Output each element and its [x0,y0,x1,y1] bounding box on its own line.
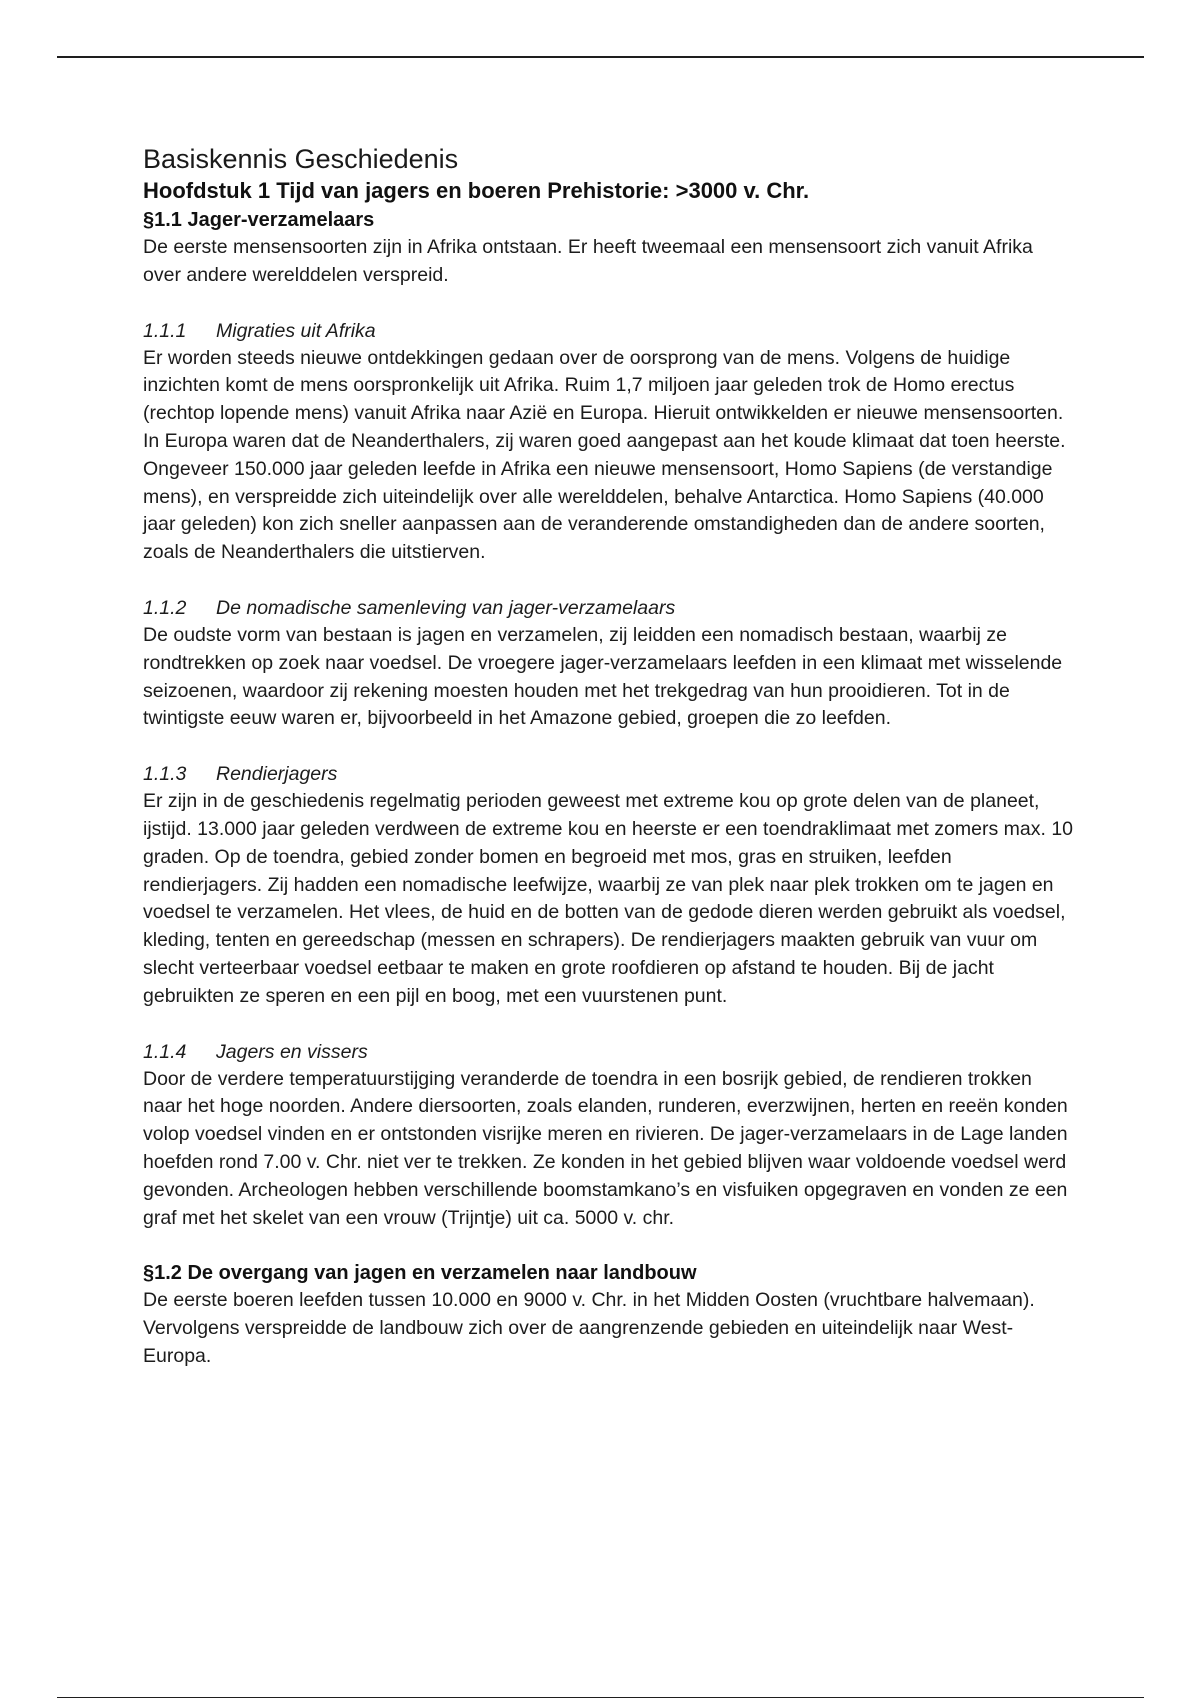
paragraph: De oudste vorm van bestaan is jagen en verzamelen, zij leidden een nomadisch bestaan, waarbij ze rondtrekken op zoek naar voedsel. De vroegere jager-verzamelaars leefden in een klimaat met wisselende seizoenen, waardoor zij rekening moesten houden met het trekgedrag van hun prooidieren. Tot in de twintigste eeuw waren er, bijvoorbeeld in het Amazone gebied, groepen die zo leefden. [143,623,1063,730]
subsection-title: Jagers en vissers [216,1040,368,1063]
subsection-1-1-2 [143,594,1073,733]
subsection-1-1-4 [143,1038,1073,1233]
subsection-number: 1.1.3 [143,763,187,786]
document-body [143,142,1073,1371]
subsection-number: 1.1.1 [143,319,187,342]
paragraph: Er zijn in de geschiedenis regelmatig perioden geweest met extreme kou op grote delen van de planeet, ijstijd. 13.000 jaar geleden verdween de extreme kou en heerste er een toendraklimaat met zomers max. 10 graden. Op de toendra, gebied zonder bomen en begroeid met mos, gras en struiken, leefden rendierjagers. Zij hadden een nomadische leefwijze, waarbij ze van plek naar plek trokken om te jagen en voedsel te verzamelen. Het vlees, de huid en de botten van de gedode dieren werden gebruikt als voedsel, kleding, tenten en gereedschap (messen en schrapers). De rendierjagers maakten gebruik van vuur om slecht verteerbaar voedsel eetbaar te maken en grote roofdieren op afstand te houden. Bij de jacht gebruikten ze speren en een pijl en boog, met een vuurstenen punt. [143,790,1074,1007]
section-intro: De eerste boeren leefden tussen 10.000 en 9000 v. Chr. in het Midden Oosten (vruchtbare halvemaan). Vervolgens verspreidde de landbouw zich over de aangrenzende gebieden en uiteindelijk naar West-Europa. [143,1289,1035,1367]
section-heading: §1.1 Jager-verzamelaars [143,209,375,231]
subsection-title: Rendierjagers [216,763,338,786]
section-heading: §1.2 De overgang van jagen en verzamelen naar landbouw [143,1262,697,1285]
subsection-number: 1.1.4 [143,1040,187,1063]
subsection-heading [143,760,1073,788]
subsection-1-1-1 [143,317,1073,567]
document-title: Basiskennis Geschiedenis [143,144,459,174]
subsection-title: De nomadische samenleving van jager-verzamelaars [216,596,676,619]
paragraph: Ongeveer 150.000 jaar geleden leefde in Afrika een nieuwe mensensoort, Homo Sapiens (de verstandige mens), en verspreidde zich uiteindelijk over alle werelddelen, behalve Antarctica. Homo Sapiens (40.000 jaar geleden) kon zich sneller aanpassen aan de veranderende omstandigheden dan de andere soorten, zoals de Neanderthalers die uitstierven. [143,457,1053,564]
subsection-heading [143,1038,1073,1066]
chapter-title: Hoofdstuk 1 Tijd van jagers en boeren Prehistorie: >3000 v. Chr. [143,178,810,203]
subsection-number: 1.1.2 [143,596,187,619]
subsection-1-1-3 [143,760,1073,1010]
bottom-rule [57,1697,1144,1698]
section-1-1 [143,206,1073,1232]
subsection-heading [143,317,1073,345]
subsection-heading [143,594,1073,622]
paragraph: Er worden steeds nieuwe ontdekkingen gedaan over de oorsprong van de mens. Volgens de huidige inzichten komt de mens oorspronkelijk uit Afrika. Ruim 1,7 miljoen jaar geleden trok de Homo erectus (rechtop lopende mens) vanuit Afrika naar Azië en Europa. Hieruit ontwikkelden er nieuwe mensensoorten. In Europa waren dat de Neanderthalers, zij waren goed aangepast aan het koude klimaat dat toen heerste. [143,346,1066,452]
section-1-2 [143,1259,1073,1370]
subsection-title: Migraties uit Afrika [216,319,376,342]
paragraph: Door de verdere temperatuurstijging veranderde de toendra in een bosrijk gebied, de rendieren trokken naar het hoge noorden. Andere diersoorten, zoals elanden, runderen, everzwijnen, herten en reeën konden volop voedsel vinden en er ontstonden visrijke meren en rivieren. De jager-verzamelaars in de Lage landen hoefden rond 7.00 v. Chr. niet ver te trekken. Ze konden in het gebied blijven waar voldoende voedsel werd gevonden. Archeologen hebben verschillende boomstamkano’s en visfuiken opgegraven en vonden ze een graf met het skelet van een vrouw (Trijntje) uit ca. 5000 v. chr. [143,1067,1068,1229]
section-intro: De eerste mensensoorten zijn in Afrika ontstaan. Er heeft tweemaal een mensensoort zich vanuit Afrika over andere werelddelen verspreid. [143,236,1033,286]
top-rule [57,56,1144,58]
